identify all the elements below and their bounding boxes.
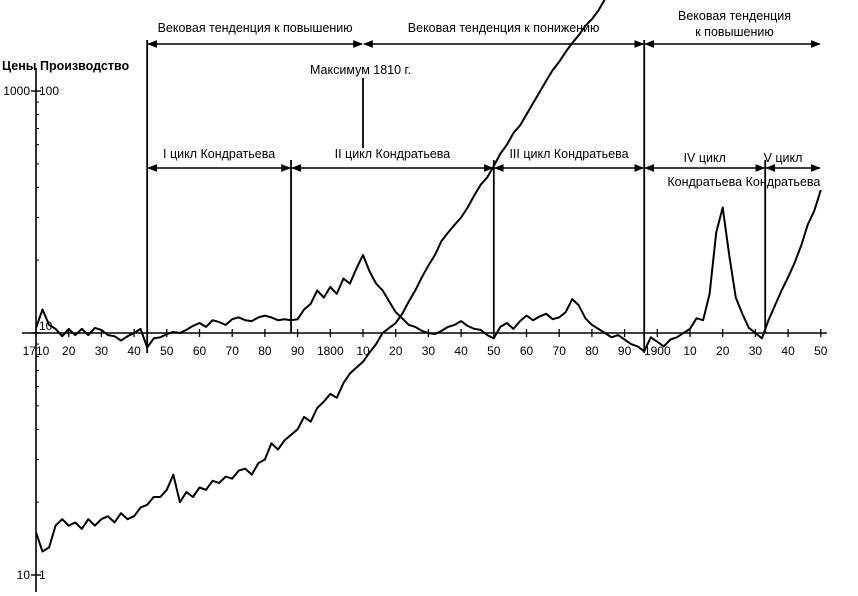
cycle-label: III цикл Кондратьева xyxy=(509,147,629,161)
cycle-label-line: Кондратьева xyxy=(667,175,743,189)
cycle-label-line: Кондратьева xyxy=(745,175,821,189)
x-tick-label: 30 xyxy=(421,344,436,358)
cycle-label-line: V цикл xyxy=(763,151,803,165)
price-tick-label: 1000 xyxy=(3,84,30,98)
x-tick-label: 20 xyxy=(62,344,76,358)
x-tick-label: 50 xyxy=(487,344,501,358)
x-tick-label: 1710 xyxy=(22,344,50,358)
production-axis-title: Производство xyxy=(40,59,130,73)
annotations xyxy=(147,40,820,353)
trend-label: Вековая тенденция к понижению xyxy=(407,21,600,35)
x-tick-label: 1900 xyxy=(643,344,671,358)
production-series-line xyxy=(36,0,821,552)
production-tick-label: 10 xyxy=(39,319,53,333)
x-tick-label: 90 xyxy=(290,344,305,358)
cycle-label: I цикл Кондратьева xyxy=(163,147,276,161)
x-tick-label: 30 xyxy=(748,344,763,358)
x-tick-label: 50 xyxy=(814,344,828,358)
x-tick-label: 50 xyxy=(160,344,174,358)
x-tick-label: 1800 xyxy=(316,344,344,358)
x-tick-label: 60 xyxy=(519,344,534,358)
x-tick-label: 80 xyxy=(258,344,272,358)
cycle-label-line: IV цикл xyxy=(683,151,726,165)
prices-axis-title: Цены xyxy=(2,59,37,73)
prices-series-line xyxy=(36,190,821,351)
x-tick-label: 10 xyxy=(356,344,370,358)
trend-label-line: к повышению xyxy=(695,25,774,39)
series-layer xyxy=(36,0,821,552)
x-tick-label: 20 xyxy=(389,344,403,358)
x-tick-label: 30 xyxy=(94,344,109,358)
production-tick-label: 1 xyxy=(39,568,46,582)
x-tick-label: 70 xyxy=(552,344,566,358)
maximum-1810-label: Максимум 1810 г. xyxy=(310,63,412,77)
x-tick-label: 10 xyxy=(683,344,697,358)
trend-label: Вековая тенденция к повышению xyxy=(157,21,353,35)
trend-label-line: Вековая тенденция xyxy=(677,9,792,23)
production-tick-label: 100 xyxy=(39,84,60,98)
cycle-label: II цикл Кондратьева xyxy=(334,147,451,161)
x-tick-label: 90 xyxy=(617,344,632,358)
x-tick-label: 40 xyxy=(127,344,141,358)
x-tick-label: 80 xyxy=(585,344,599,358)
x-tick-label: 40 xyxy=(454,344,468,358)
x-tick-label: 40 xyxy=(781,344,795,358)
text-layer xyxy=(2,9,828,582)
x-tick-label: 60 xyxy=(192,344,207,358)
x-tick-label: 20 xyxy=(716,344,730,358)
price-tick-label: 10 xyxy=(16,568,30,582)
x-tick-label: 70 xyxy=(225,344,239,358)
